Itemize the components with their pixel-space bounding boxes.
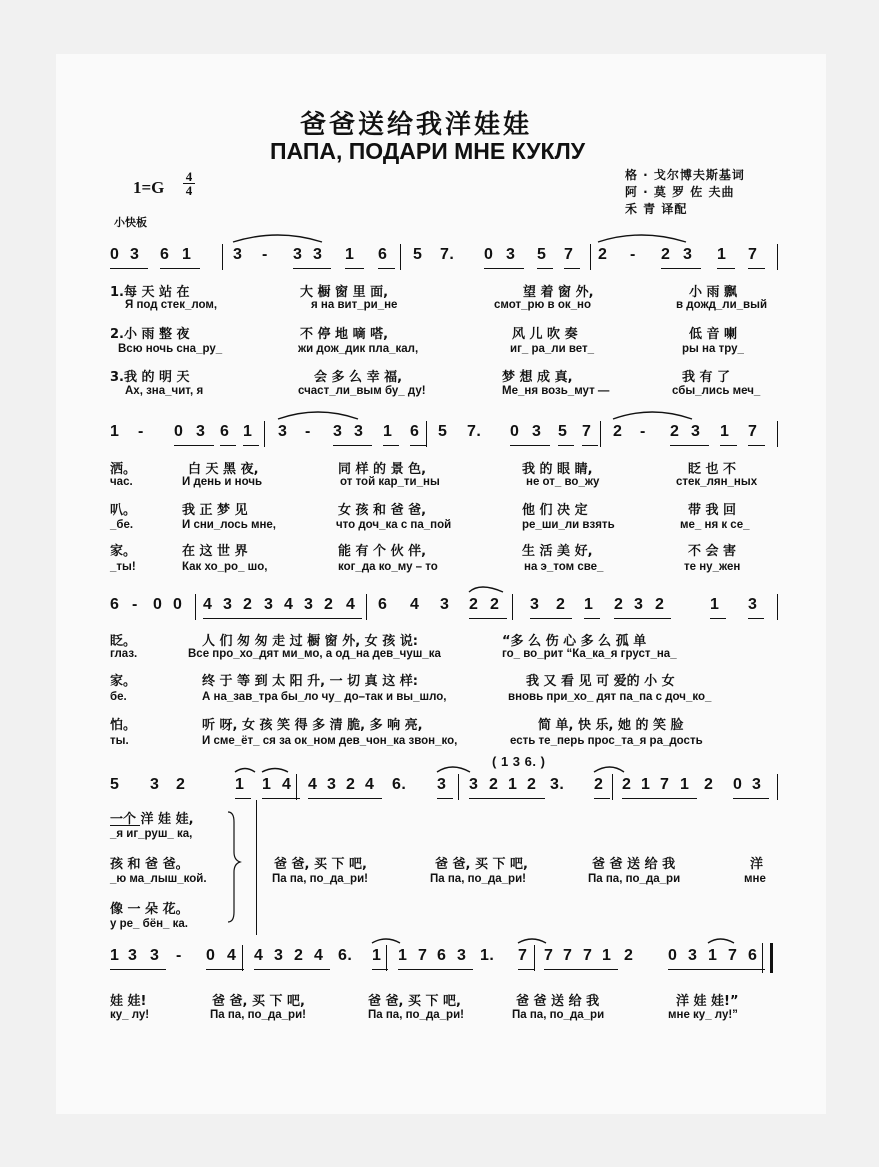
note: 3	[150, 947, 160, 964]
note: 6	[410, 423, 420, 440]
refrain-ru: Па па, по_да_ри!	[272, 873, 368, 885]
slur	[278, 412, 358, 419]
refrain-cn: 爸 爸, 买 下 吧,	[435, 857, 528, 872]
slur	[518, 939, 546, 943]
lyric-cn: 像 一 朵 花。	[110, 902, 189, 917]
note: 6	[110, 596, 120, 613]
note: 6	[160, 246, 170, 263]
lyric-cn: 不 停 地 嘀 嗒,	[300, 327, 389, 342]
lyric-ru: Я под стек_лом,	[125, 299, 218, 311]
lyric-ru: ког_да ко_му – то	[338, 561, 438, 573]
note: 3	[440, 596, 450, 613]
note: 0	[206, 947, 216, 964]
lyric-cn: 同 样 的 景 色,	[338, 462, 427, 477]
note: 6	[378, 246, 388, 263]
lyric-cn: 他 们 决 定	[522, 503, 588, 518]
lyric-cn: 我 又 看 见 可 爱的 小 女	[526, 674, 675, 689]
note: -	[176, 947, 182, 964]
note: 2	[294, 947, 304, 964]
note: 2	[324, 596, 334, 613]
verse-bracket	[228, 812, 240, 922]
lyric-ru: у ре_ бён_ ка.	[110, 918, 188, 930]
lyric-ru: ры на тру_	[682, 343, 744, 355]
lyric-ru: го_ во_рит “Ка_ка_я груст_на_	[502, 648, 677, 660]
lyric-cn: 爸 爸, 买 下 吧,	[368, 994, 461, 1009]
note: 2	[624, 947, 634, 964]
lyric-ru: мне ку_ лу!”	[668, 1009, 738, 1021]
lyric-cn: 会 多 么 幸 福,	[314, 370, 403, 385]
note: 2	[594, 776, 604, 793]
refrain-ru: Па па, по_да_ри	[588, 873, 681, 885]
title-russian: ПАПА, ПОДАРИ МНЕ КУКЛУ	[270, 138, 586, 164]
note: 0	[174, 423, 184, 440]
note: 7	[544, 947, 554, 964]
lyric-cn: 人 们 匆 匆 走 过 橱 窗 外, 女 孩 说:	[202, 634, 418, 649]
lyric-cn: 白 天 黑 夜,	[188, 462, 259, 477]
lyric-ru: вновь при_хо_ дят па_па с доч_ко_	[508, 691, 712, 703]
slur	[235, 769, 255, 773]
slur	[233, 235, 322, 242]
note: 3	[688, 947, 698, 964]
lyric-cn: 终 于 等 到 太 阳 升, 一 切 真 这 样:	[202, 674, 418, 689]
note: 2	[661, 246, 671, 263]
lyric-cn: 简 单, 快 乐, 她 的 笑 脸	[538, 718, 684, 733]
note: -	[138, 423, 144, 440]
note: 3	[752, 776, 762, 793]
note: 2	[490, 596, 500, 613]
note: 4	[365, 776, 375, 793]
lyric-cn: 爸 爸, 买 下 吧,	[212, 994, 305, 1009]
note: 2	[243, 596, 253, 613]
note: 2	[489, 776, 499, 793]
lyric-cn: 梦 想 成 真,	[502, 370, 573, 385]
lyric-ru: я на вит_ри_не	[311, 299, 398, 311]
note: 2	[670, 423, 680, 440]
lyric-ru: сбы_лись меч_	[672, 385, 761, 397]
lyric-ru: смот_рю в ок_но	[494, 299, 591, 311]
refrain-cn: 爸 爸, 买 下 吧,	[274, 857, 367, 872]
note: 7	[748, 246, 758, 263]
note: 5	[438, 423, 448, 440]
note: 3	[327, 776, 337, 793]
slur	[613, 412, 692, 419]
note: 3	[274, 947, 284, 964]
note: 3	[293, 246, 303, 263]
note: 2	[622, 776, 632, 793]
refrain-ru: мне	[744, 873, 766, 885]
note: 2	[614, 596, 624, 613]
lyric-ru: И день и ночь	[182, 476, 263, 488]
refrain-ru: Па па, по_да_ри!	[430, 873, 526, 885]
note: 6	[378, 596, 388, 613]
lyric-ru: ты.	[110, 735, 129, 747]
credit-translator: 禾 青 译配	[625, 202, 688, 216]
lyric-ru: в дожд_ли_вый	[676, 299, 768, 311]
lyric-ru: на э_том све_	[524, 561, 604, 573]
note: 2	[655, 596, 665, 613]
note: 1	[243, 423, 253, 440]
note: 7	[660, 776, 670, 793]
note: -	[630, 246, 636, 263]
note: 7	[564, 246, 574, 263]
note: 1	[262, 776, 272, 793]
lyric-cn: 带 我 回	[688, 503, 737, 518]
note: 6	[437, 947, 447, 964]
note: 3	[130, 246, 140, 263]
note: 1	[584, 596, 594, 613]
lyric-cn: 娃 娃!	[110, 994, 147, 1009]
note: 2	[346, 776, 356, 793]
lyric-ru: Как хо_ро_ шо,	[182, 561, 268, 573]
note: 4	[227, 947, 237, 964]
note: 7	[518, 947, 528, 964]
lyric-cn: 3.我 的 明 天	[110, 370, 190, 385]
lyric-ru: есть те_перь прос_та_я ра_дость	[510, 735, 703, 747]
note: -	[640, 423, 646, 440]
note: -	[132, 596, 138, 613]
title-chinese: 爸爸送给我洋娃娃	[300, 110, 533, 140]
note: 2	[704, 776, 714, 793]
lyric-cn: 低 音 喇	[689, 327, 738, 342]
tempo-marking: 小快板	[114, 216, 147, 229]
note: 7	[728, 947, 738, 964]
lyric-cn: 我 正 梦 见	[182, 503, 248, 518]
note: 3	[748, 596, 758, 613]
meter-bottom: 4	[185, 183, 193, 198]
note: 5	[110, 776, 120, 793]
note: 4	[203, 596, 213, 613]
note: 0	[110, 246, 120, 263]
lyric-cn: 叭。	[110, 503, 137, 518]
note: 1	[708, 947, 718, 964]
lyric-ru: А на_зав_тра бы_ло чу_ до–так и вы_шло,	[202, 691, 447, 703]
slur	[708, 939, 734, 943]
lyric-ru: стек_лян_ных	[676, 476, 758, 488]
note: 3	[683, 246, 693, 263]
note: 3	[634, 596, 644, 613]
lyric-ru: ме_ ня к се_	[680, 519, 750, 531]
note: 3	[278, 423, 288, 440]
note: -	[305, 423, 311, 440]
lyric-ru: от той кар_ти_ны	[340, 476, 440, 488]
note: 4	[314, 947, 324, 964]
note: 2	[527, 776, 537, 793]
lyric-cn: 我 有 了	[682, 370, 731, 385]
note: 3	[333, 423, 343, 440]
lyric-ru: те ну_жен	[684, 561, 741, 573]
note: 1	[383, 423, 393, 440]
meter-top: 4	[185, 169, 193, 184]
refrain-cn: 洋	[750, 857, 764, 872]
slur	[469, 587, 503, 592]
note: 6.	[338, 947, 353, 964]
note: 3.	[550, 776, 565, 793]
note: 7.	[467, 423, 482, 440]
lyric-cn: 听 呀, 女 孩 笑 得 多 清 脆, 多 响 亮,	[202, 718, 423, 733]
note: 7	[563, 947, 573, 964]
note: 1	[110, 947, 120, 964]
note: 5	[537, 246, 547, 263]
lyric-cn: 洋 娃 娃!”	[676, 994, 739, 1009]
lyric-ru: ку_ лу!	[110, 1009, 150, 1021]
lyric-ru: Всю ночь сна_ру_	[118, 343, 223, 355]
note: 1	[110, 423, 120, 440]
lyric-cn: 小 雨 飘	[689, 285, 738, 300]
lyric-cn: 家。	[110, 674, 137, 689]
note: 7	[582, 423, 592, 440]
lyric-ru: Ме_ня возь_мут —	[502, 385, 610, 397]
note: 2	[469, 596, 479, 613]
note: 0	[733, 776, 743, 793]
lyric-cn: 能 有 个 伙 伴,	[338, 544, 427, 559]
note: 4	[410, 596, 420, 613]
note: 3	[691, 423, 701, 440]
note: 4	[308, 776, 318, 793]
note: 1	[508, 776, 518, 793]
lyric-ru: Ах, зна_чит, я	[125, 385, 204, 397]
lyric-ru: _ты!	[110, 561, 136, 573]
lyric-ru: Па па, по_да_ри!	[368, 1009, 464, 1021]
note: 1	[641, 776, 651, 793]
note: 3	[304, 596, 314, 613]
note: 0	[153, 596, 163, 613]
note: 2	[598, 246, 608, 263]
lyric-cn: 大 橱 窗 里 面,	[300, 285, 389, 300]
lyric-ru: глаз.	[110, 648, 138, 660]
note: 4	[284, 596, 294, 613]
note: 7	[583, 947, 593, 964]
note: 3	[223, 596, 233, 613]
lyric-cn: 在 这 世 界	[182, 544, 248, 559]
lyric-cn: 眨 也 不	[688, 462, 737, 477]
note: 7.	[440, 246, 455, 263]
note: 3	[437, 776, 447, 793]
lyric-ru: час.	[110, 476, 133, 488]
note: 2	[176, 776, 186, 793]
lyric-ru: И сни_лось мне,	[182, 519, 276, 531]
lyric-cn: 一个 洋 娃 娃,	[110, 812, 194, 827]
lyric-ru: _я иг_руш_ ка,	[110, 828, 193, 840]
note: 5	[413, 246, 423, 263]
note: 3	[196, 423, 206, 440]
note: 1	[372, 947, 382, 964]
note: 6	[220, 423, 230, 440]
note: 2	[556, 596, 566, 613]
note: 1	[710, 596, 720, 613]
note: 0	[668, 947, 678, 964]
slur	[372, 939, 400, 943]
lyric-ru: Па па, по_да_ри!	[210, 1009, 306, 1021]
note: 0	[510, 423, 520, 440]
note: 3	[506, 246, 516, 263]
note: 6	[748, 947, 758, 964]
note: 3	[233, 246, 243, 263]
note: 1	[720, 423, 730, 440]
refrain-cn: 爸 爸 送 给 我	[592, 857, 676, 872]
note: 3	[313, 246, 323, 263]
lyric-ru: что доч_ка с па_пой	[336, 519, 452, 531]
note: 4	[282, 776, 292, 793]
note: 0	[173, 596, 183, 613]
slur	[262, 769, 288, 773]
note: 1	[717, 246, 727, 263]
note: 2	[613, 423, 623, 440]
note: 4	[254, 947, 264, 964]
lyric-cn: 望 着 窗 外,	[523, 285, 594, 300]
lyric-cn: 家。	[110, 544, 137, 559]
lyric-cn: 2.小 雨 整 夜	[110, 327, 190, 342]
note: 1	[182, 246, 192, 263]
lyric-cn: 风 儿 吹 奏	[512, 327, 578, 342]
note: 3	[128, 947, 138, 964]
note: 1.	[480, 947, 495, 964]
lyric-cn: 1.每 天 站 在	[110, 285, 190, 300]
lyric-ru: иг_ ра_ли вет_	[510, 343, 595, 355]
note: 5	[558, 423, 568, 440]
note: 3	[457, 947, 467, 964]
lyric-cn: 生 活 美 好,	[522, 544, 593, 559]
lyric-cn: 爸 爸 送 给 我	[516, 994, 600, 1009]
note: 3	[532, 423, 542, 440]
lyric-cn: “多 么 伤 心 多 么 孤 单	[502, 634, 647, 649]
lyric-ru: И сме_ёт_ ся за ок_ном дев_чон_ка звон_ко,	[202, 735, 458, 747]
note: 1	[345, 246, 355, 263]
lyric-cn: 怕。	[110, 718, 137, 733]
lyric-ru: _бе.	[110, 519, 134, 531]
credit-composer: 阿 · 莫 罗 佐 夫曲	[625, 185, 735, 199]
lyric-cn: 不 会 害	[688, 544, 737, 559]
slur	[594, 767, 624, 772]
credit-lyricist: 格 · 戈尔博夫斯基词	[625, 168, 745, 182]
slur	[437, 767, 470, 772]
note: -	[262, 246, 268, 263]
note: 6.	[392, 776, 407, 793]
lyric-ru: бе.	[110, 691, 127, 703]
note: 1	[680, 776, 690, 793]
note: 3	[264, 596, 274, 613]
lyric-ru: счаст_ли_вым бу_ ду!	[298, 385, 426, 397]
lyric-ru: ре_ши_ли взять	[522, 519, 615, 531]
note: 3	[354, 423, 364, 440]
lyric-ru: жи дож_дик пла_кал,	[298, 343, 419, 355]
note: 1	[235, 776, 245, 793]
slur	[598, 235, 686, 242]
alternate-ending-notes: ( 1 3 6. )	[492, 754, 546, 769]
lyric-cn: 女 孩 和 爸 爸,	[338, 503, 427, 518]
note: 7	[418, 947, 428, 964]
note: 3	[150, 776, 160, 793]
lyric-cn: 孩 和 爸 爸。	[110, 857, 189, 872]
lyric-cn: 我 的 眼 睛,	[522, 462, 593, 477]
lyric-ru: не от_ во_жу	[526, 476, 600, 488]
note: 7	[748, 423, 758, 440]
lyric-cn: 洒。	[110, 462, 137, 477]
lyric-cn: 眨。	[110, 634, 137, 649]
lyric-ru: Все про_хо_дят ми_мо, а од_на дев_чуш_ка	[188, 648, 441, 660]
key-signature: 1=G	[133, 178, 165, 197]
note: 4	[346, 596, 356, 613]
note: 3	[530, 596, 540, 613]
note: 1	[602, 947, 612, 964]
note: 1	[398, 947, 408, 964]
note: 3	[469, 776, 479, 793]
lyric-ru: _ю ма_лыш_кой.	[110, 873, 207, 885]
lyric-ru: Па па, по_да_ри	[512, 1009, 605, 1021]
note: 0	[484, 246, 494, 263]
